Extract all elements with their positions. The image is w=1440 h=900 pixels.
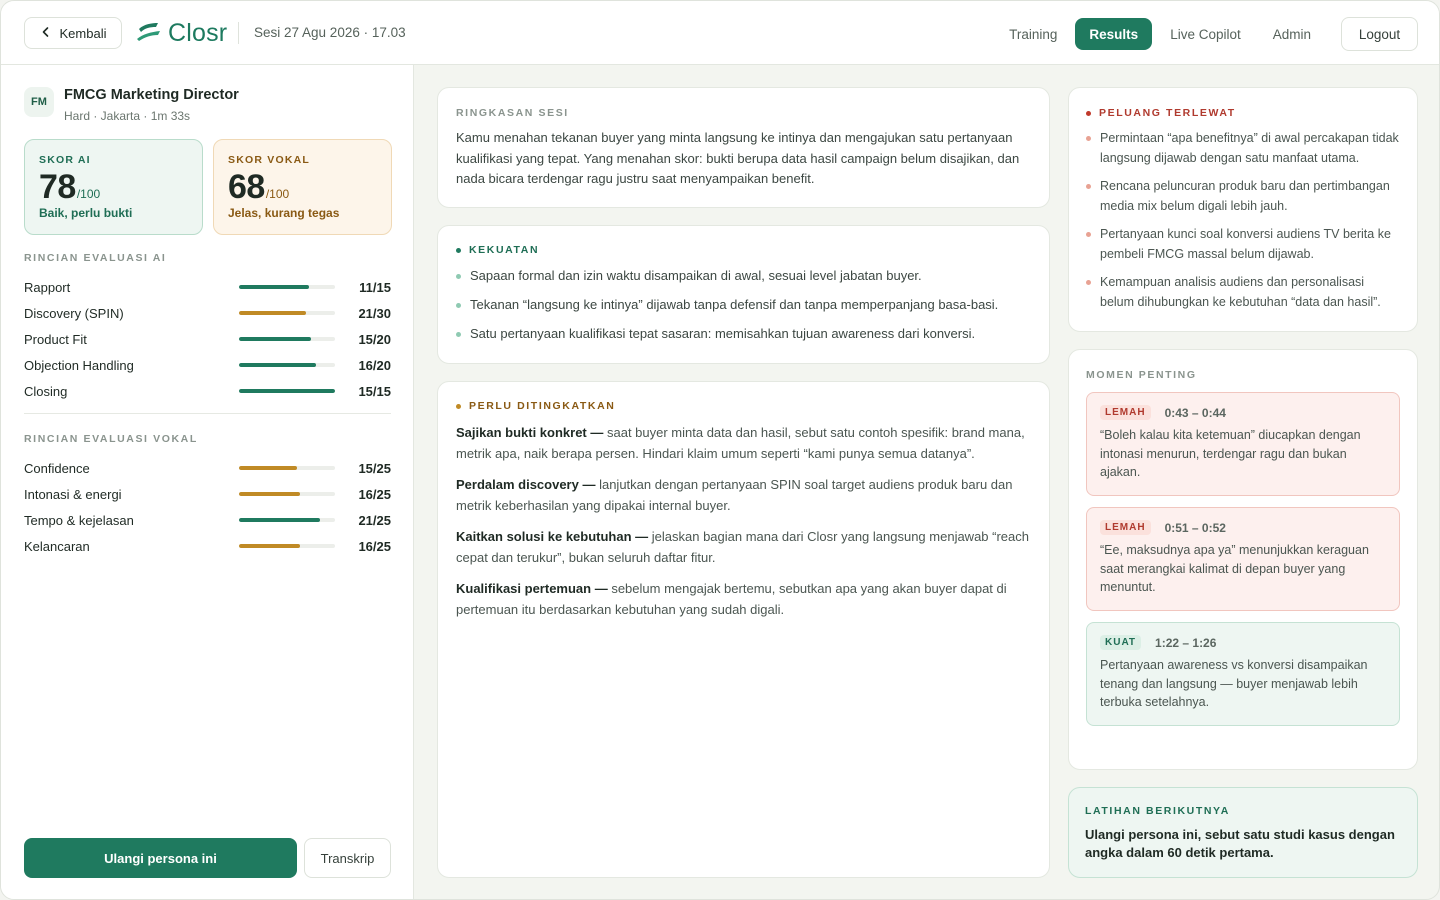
vocal-score-card — [213, 139, 392, 235]
session-timestamp: Sesi 27 Agu 2026 · 17.03 — [254, 25, 406, 40]
ai-score-denom: /100 — [76, 187, 101, 201]
bullet-icon — [1086, 232, 1091, 237]
improvement-item — [456, 527, 1031, 568]
brand-name: Closr — [168, 18, 228, 47]
metric-value: 21/30 — [358, 305, 391, 321]
metric-row — [24, 507, 391, 533]
metric-label: Kelancaran — [24, 538, 90, 554]
metric-label: Discovery (SPIN) — [24, 305, 124, 321]
bullet-icon — [456, 303, 461, 308]
nav-results[interactable]: Results — [1075, 18, 1152, 50]
header-divider — [238, 22, 239, 44]
metric-bar — [239, 337, 335, 341]
strength-item — [456, 296, 1031, 314]
moment-tag: LEMAH — [1100, 405, 1151, 420]
metric-value: 15/25 — [358, 460, 391, 476]
score-sidebar — [1, 65, 414, 900]
moment-item[interactable] — [1086, 507, 1400, 611]
strengths-card — [437, 225, 1050, 364]
missed-title: PELUANG TERLEWAT — [1099, 107, 1236, 119]
ai-score-card — [24, 139, 203, 235]
key-moments-card — [1068, 349, 1418, 770]
improvements-header — [456, 400, 1031, 412]
improvement-item — [456, 423, 1031, 464]
bullet-icon — [456, 332, 461, 337]
strength-text: Tekanan “langsung ke intinya” dijawab tanpa defensif dan tanpa memperpanjang basa-basi. — [470, 297, 999, 312]
metric-label: Rapport — [24, 279, 71, 295]
metric-bar-fill — [239, 518, 320, 522]
metric-bar-fill — [239, 389, 335, 393]
metric-bar — [239, 311, 335, 315]
back-button[interactable] — [24, 17, 122, 49]
strength-item — [456, 325, 1031, 343]
moments-title: MOMEN PENTING — [1086, 369, 1197, 381]
bullet-icon — [1086, 184, 1091, 189]
strengths-title: KEKUATAN — [469, 244, 540, 256]
metric-row — [24, 481, 391, 507]
bullet-icon — [456, 274, 461, 279]
vocal-score-denom: /100 — [265, 187, 290, 201]
top-bar — [1, 1, 1440, 65]
vocal-score-label: SKOR VOKAL — [228, 154, 311, 166]
chevron-left-icon — [40, 26, 52, 41]
logout-button[interactable]: Logout — [1341, 17, 1418, 51]
metric-bar-fill — [239, 285, 309, 289]
metric-bar-fill — [239, 363, 316, 367]
nav-training[interactable]: Training — [1009, 26, 1058, 42]
metric-row — [24, 533, 391, 559]
brand-logo[interactable] — [136, 18, 227, 48]
metric-label: Objection Handling — [24, 357, 134, 373]
metric-label: Confidence — [24, 460, 90, 476]
metric-bar — [239, 389, 335, 393]
missed-text: Rencana peluncuran produk baru dan pertimbangan media mix belum digali lebih jauh. — [1100, 179, 1390, 213]
missed-text: Permintaan “apa benefitnya” di awal percakapan tidak langsung dijawab dengan satu manfaat utama. — [1100, 131, 1399, 165]
metric-bar-fill — [239, 492, 300, 496]
missed-opportunities-card — [1068, 87, 1418, 332]
missed-item — [1086, 129, 1400, 168]
moment-text: Pertanyaan awareness vs konversi disampaikan tenang dan langsung — buyer menjawab lebih terbuka setelahnya. — [1100, 658, 1368, 709]
metric-bar — [239, 544, 335, 548]
nav-admin[interactable]: Admin — [1272, 26, 1311, 42]
metric-bar-fill — [239, 337, 311, 341]
improvement-body: saat buyer minta data dan hasil, sebut satu contoh spesifik: brand mana, metrik apa, naik berapa persen. Hindari klaim umum seperti “kami punya semua datanya”. — [456, 425, 1025, 461]
improvement-body: sebelum mengajak bertemu, sebutkan apa yang akan buyer dapat di pertemuan itu berdasarkan kebutuhan yang sudah digali. — [456, 581, 1007, 617]
metric-label: Tempo & kejelasan — [24, 512, 134, 528]
main-nav — [993, 17, 1418, 51]
missed-item — [1086, 273, 1400, 312]
persona-meta: Hard · Jakarta · 1m 33s — [64, 109, 191, 123]
metric-value: 16/25 — [358, 486, 391, 502]
metric-row — [24, 326, 391, 352]
bullet-icon — [1086, 280, 1091, 285]
metric-row — [24, 300, 391, 326]
metric-label: Intonasi & energi — [24, 486, 122, 502]
moment-text: “Ee, maksudnya apa ya” menunjukkan keraguan saat merangkai kalimat di depan buyer yang menuntut. — [1100, 543, 1369, 594]
section-divider — [24, 413, 391, 414]
vocal-score-value: 68 — [228, 168, 265, 206]
moment-item[interactable] — [1086, 392, 1400, 496]
metric-bar-fill — [239, 466, 297, 470]
metric-value: 16/20 — [358, 357, 391, 373]
metric-bar — [239, 285, 335, 289]
metric-bar — [239, 363, 335, 367]
metric-value: 16/25 — [358, 538, 391, 554]
next-title: LATIHAN BERIKUTNYA — [1085, 805, 1230, 817]
missed-item — [1086, 225, 1400, 264]
persona-name: FMCG Marketing Director — [64, 87, 239, 103]
ai-score-value: 78 — [39, 168, 76, 206]
metric-label: Product Fit — [24, 331, 87, 347]
retry-persona-button[interactable]: Ulangi persona ini — [24, 838, 297, 878]
metric-bar — [239, 518, 335, 522]
summary-text: Kamu menahan tekanan buyer yang minta langsung ke intinya dan mengajukan satu pertanyaan kualifikasi yang tepat. Yang menahan skor: bukti berupa data hasil campaign belum disajikan, dan nada bicara terdengar ragu justru saat menyampaikan benefit. — [456, 130, 1020, 186]
metric-row — [24, 455, 391, 481]
ai-breakdown-title: RINCIAN EVALUASI AI — [24, 252, 167, 264]
improvement-head: Perdalam discovery — — [456, 477, 596, 492]
missed-header — [1086, 107, 1400, 119]
amber-dot-icon — [456, 404, 461, 409]
moment-text: “Boleh kalau kita ketemuan” diucapkan dengan intonasi menurun, terdengar ragu dan bukan ajakan. — [1100, 428, 1361, 479]
improvement-item — [456, 579, 1031, 620]
missed-text: Pertanyaan kunci soal konversi audiens TV berita ke pembeli FMCG massal belum dijawab. — [1100, 227, 1391, 261]
missed-item — [1086, 177, 1400, 216]
closr-logo-icon — [136, 20, 162, 47]
summary-card — [437, 87, 1050, 208]
back-label: Kembali — [59, 25, 107, 41]
moment-tag: KUAT — [1100, 635, 1141, 650]
metric-value: 11/15 — [359, 279, 391, 295]
metric-bar-fill — [239, 311, 306, 315]
metric-bar-fill — [239, 544, 300, 548]
metric-value: 15/20 — [358, 331, 391, 347]
metric-label: Closing — [24, 383, 68, 399]
moment-time: 0:51 – 0:52 — [1164, 520, 1226, 535]
improvement-head: Kualifikasi pertemuan — — [456, 581, 608, 596]
metric-row — [24, 274, 391, 300]
ai-breakdown-list — [24, 274, 391, 404]
strength-item — [456, 267, 1031, 285]
persona-avatar: FM — [24, 87, 54, 117]
strength-text: Sapaan formal dan izin waktu disampaikan di awal, sesuai level jabatan buyer. — [470, 268, 922, 283]
nav-live-copilot[interactable]: Live Copilot — [1170, 26, 1241, 42]
next-training-card — [1068, 787, 1418, 878]
moment-item[interactable] — [1086, 622, 1400, 726]
moment-time: 0:43 – 0:44 — [1164, 405, 1226, 420]
moment-time: 1:22 – 1:26 — [1155, 635, 1217, 650]
vocal-breakdown-title: RINCIAN EVALUASI VOKAL — [24, 433, 198, 445]
ai-score-label: SKOR AI — [39, 154, 91, 166]
vocal-breakdown-list — [24, 455, 391, 559]
ai-score-verdict: Baik, perlu bukti — [39, 206, 133, 220]
metric-row — [24, 352, 391, 378]
improvement-body: lanjutkan dengan pertanyaan SPIN soal target audiens produk baru dan metrik keberhasilan yang dipakai internal buyer. — [456, 477, 1013, 513]
strength-text: Satu pertanyaan kualifikasi tepat sasaran: memisahkan tujuan awareness dari konversi. — [470, 326, 976, 341]
metric-bar — [239, 492, 335, 496]
summary-title: RINGKASAN SESI — [456, 107, 569, 119]
metric-value: 21/25 — [358, 512, 391, 528]
improvement-head: Kaitkan solusi ke kebutuhan — — [456, 529, 649, 544]
bullet-icon — [1086, 136, 1091, 141]
missed-text: Kemampuan analisis audiens dan personalisasi belum dihubungkan ke kebutuhan “data dan hasil”. — [1100, 275, 1381, 309]
metric-value: 15/15 — [358, 383, 391, 399]
improvements-title: PERLU DITINGKATKAN — [469, 400, 616, 412]
green-dot-icon — [456, 248, 461, 253]
next-text: Ulangi persona ini, sebut satu studi kasus dengan angka dalam 60 detik pertama. — [1085, 827, 1395, 860]
metric-row — [24, 378, 391, 404]
improvement-body: jelaskan bagian mana dari Closr yang langsung menjawab “reach cepat dan terukur”, bukan seluruh daftar fitur. — [456, 529, 1029, 565]
strengths-header — [456, 244, 1031, 256]
improvement-head: Sajikan bukti konkret — — [456, 425, 604, 440]
moment-tag: LEMAH — [1100, 520, 1151, 535]
metric-bar — [239, 466, 335, 470]
red-dot-icon — [1086, 111, 1091, 116]
improvements-card — [437, 381, 1050, 878]
transcript-button[interactable]: Transkrip — [304, 838, 391, 878]
vocal-score-verdict: Jelas, kurang tegas — [228, 206, 340, 220]
improvement-item — [456, 475, 1031, 516]
